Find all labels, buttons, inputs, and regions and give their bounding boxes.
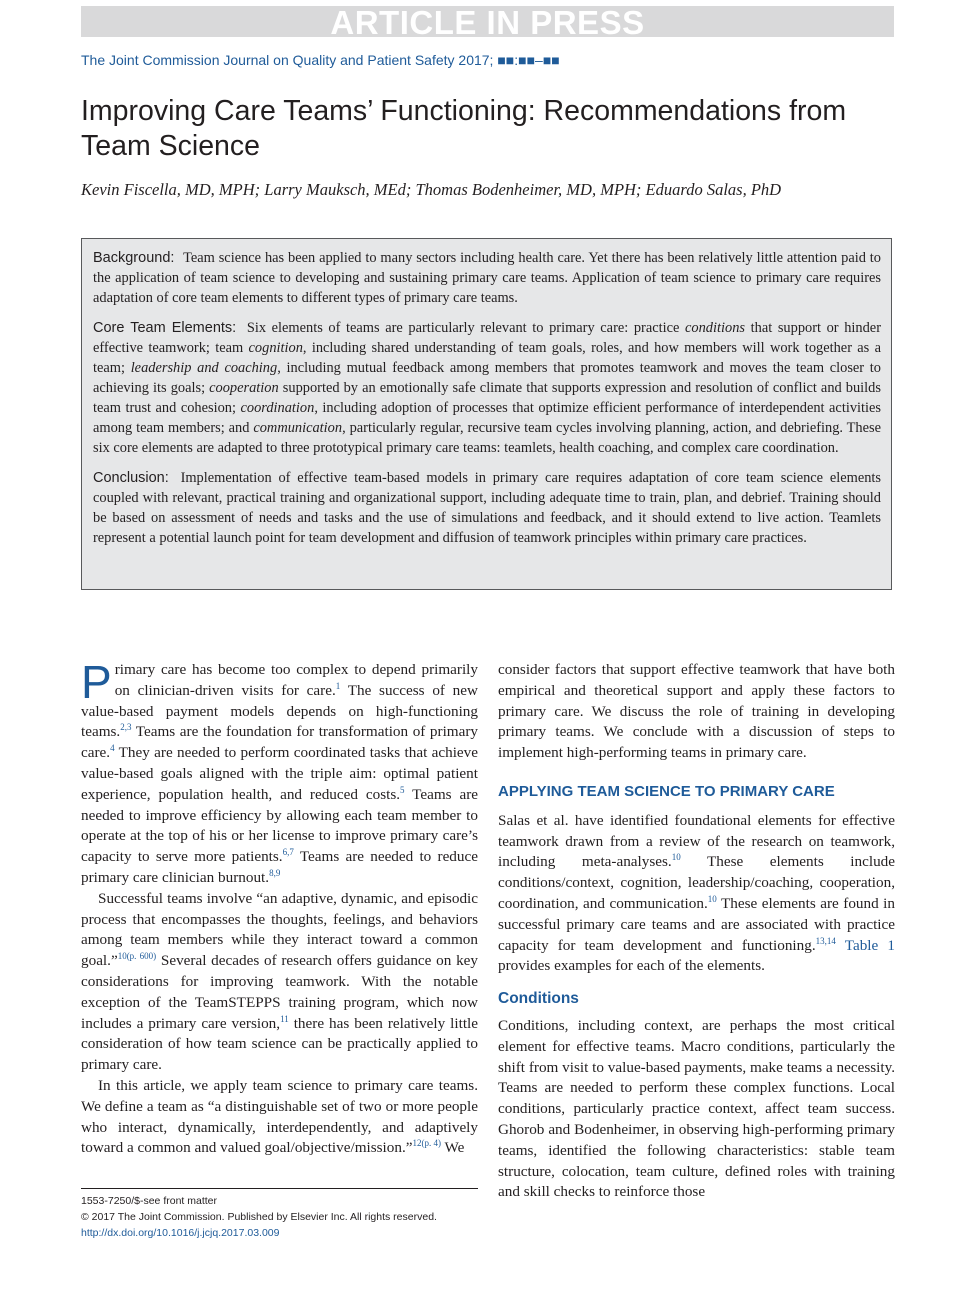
core-text: Six elements of teams are particularly relevant to primary care: practice (246, 320, 680, 336)
doi-link[interactable]: http://dx.doi.org/10.1016/j.jcjq.2017.03.009 (81, 1227, 280, 1239)
article-title: Improving Care Teams’ Functioning: Recommendations from Team Science (81, 95, 847, 162)
citation-ref[interactable]: 10 (707, 893, 717, 904)
body-text: We (441, 1139, 465, 1157)
core-term: cognition (248, 340, 303, 356)
citation-ref[interactable]: 13,14 (815, 935, 836, 946)
article-in-press-banner (81, 4, 894, 41)
body-text: Teams are needed to reduce primary care clinician burnout. (81, 848, 478, 886)
body-paragraph (81, 889, 478, 1076)
core-text: , including adoption of processes that optimize efficient performance of interdependent activities among team members; and (93, 400, 881, 436)
footnote-divider (81, 1188, 478, 1189)
background-label: Background: (93, 250, 175, 266)
body-text: provides examples for each of the elements. (498, 957, 765, 975)
citation-ref[interactable]: 8,9 (269, 867, 281, 878)
core-term: communication (253, 420, 343, 436)
citation-ref[interactable]: 6,7 (282, 847, 294, 858)
body-text: They are needed to perform coordinated tasks that achieve value-based goals aligned with the triple aim: optimal patient experience, population health, and reduced costs. (81, 744, 478, 803)
body-paragraph: consider factors that support effective teamwork that have both empirical and theoretical support and apply these factors to primary care. We discuss the role of training in developing primary teams. We conclude with a discussion of steps to implement high-performing teams in primary care. (498, 661, 895, 762)
citation-ref[interactable]: 11 (280, 1013, 289, 1024)
copyright-line: © 2017 The Joint Commission. Published by Elsevier Inc. All rights reserved. (81, 1211, 437, 1223)
body-paragraph (81, 1076, 478, 1159)
conclusion-label: Conclusion: (93, 470, 169, 486)
citation-ref[interactable]: 2,3 (120, 722, 132, 733)
citation-ref[interactable]: 5 (400, 784, 405, 795)
section-heading: APPLYING TEAM SCIENCE TO PRIMARY CARE (498, 782, 835, 800)
core-text: , including mutual feedback among members that promotes teamwork and moves the team closer to achieving its goals; (93, 360, 881, 396)
subsection-heading: Conditions (498, 990, 579, 1008)
author-list: Kevin Fiscella, MD, MPH; Larry Mauksch, MEd; Thomas Bodenheimer, MD, MPH; Eduardo Salas, PhD (81, 180, 782, 199)
body-text: Salas et al. have identified foundational elements for effective teamwork drawn from a review of the research on teamwork, including meta-analyses. (498, 811, 895, 871)
body-paragraph (498, 811, 895, 977)
body-paragraph: Conditions, including context, are perhaps the most critical element for effective teams. Macro conditions, particularly the shift from visit to value-based payments, make teams a necessity. Teams are needed to perform these complex functions. Local conditions, particularly practice context, affect team success. Ghorob and Bodenheimer, in observing high-performing primary teams, identified the following characteristics: stable team structure, colocation, team culture, defined roles with training and skill checks to reinforce those (498, 1016, 895, 1201)
body-text: These elements are found in successful primary care teams and are associated with practice capacity for team development and functioning. (498, 894, 895, 954)
intro-paragraph (81, 656, 479, 889)
abstract-conclusion (93, 468, 881, 548)
footnote (81, 1193, 478, 1241)
citation-ref[interactable]: 10 (671, 852, 681, 863)
body-text: there has been relatively little consideration of how team science can be practically applied to primary care. (81, 1014, 479, 1074)
body-text: The success of new value-based payment models depends on high-functioning teams. (81, 681, 478, 741)
table-link[interactable]: Table 1 (844, 936, 895, 954)
body-text: Several decades of research offers guidance on key considerations for improving teamwork. With the notable exception of the TeamSTEPPS training program, which now includes a primary care version, (81, 952, 478, 1032)
drop-cap: P (81, 656, 112, 708)
right-column (498, 660, 895, 1203)
body-text: Teams are the foundation for transformation of primary care. (81, 723, 478, 762)
body-text: Teams are needed to improve efficiency by allowing each team member to operate at the top of his or her license to improve primary care’s capacity to serve more patients. (81, 785, 479, 866)
abstract-background (93, 248, 881, 308)
body-text: Successful teams involve “an adaptive, dynamic, and episodic process that encompasses the thoughts, feelings, and behaviors among team members while they interact toward a common goal.” (81, 889, 478, 970)
core-elements-label: Core Team Elements: (93, 320, 237, 336)
issn-line: 1553-7250/$-see front matter (81, 1195, 217, 1207)
core-term: leadership and coaching (130, 360, 278, 376)
journal-citation: The Joint Commission Journal on Quality and Patient Safety 2017; ■■:■■–■■ (81, 52, 560, 68)
banner-text: ARTICLE IN PRESS (330, 4, 645, 41)
core-text: , particularly regular, recursive team cycles involving planning, action, and debriefing. These six core elements are adapted to three prototypical primary care teams: teamlets, health coaching, and complex care coordination. (93, 420, 882, 456)
citation-ref[interactable]: 4 (110, 743, 115, 754)
citation-ref[interactable]: 12(p. 4) (412, 1138, 442, 1149)
conclusion-text: Implementation of effective team-based models in primary care requires adaptation of core team science elements coupled with relevant, practical training and organizational support, including adequate time to train, plan, and debrief. Training should be based on assessment of needs and tasks and the use of simulations and feedback, and it should extend to live action. Teamlets represent a potential launch point for team development and diffusion of teamwork principles within primary care practices. (93, 470, 881, 546)
abstract-box (81, 238, 892, 590)
body-text: rimary care has become too complex to depend primarily on clinician-driven visits for care. (114, 661, 478, 699)
abstract-core-elements (93, 318, 881, 458)
background-text: Team science has been applied to many sectors including health care. Yet there has been relatively little attention paid to the application of team science to developing and sustaining primary care teams. Application of team science to primary care requires adaptation of core team elements to different types of primary care teams. (93, 250, 881, 306)
body-text: These elements include conditions/context, cognition, leadership/coaching, cooperation, coordination, and communication. (498, 853, 895, 912)
core-term: conditions (685, 320, 745, 336)
core-text: that support or hinder effective teamwork; team (93, 320, 881, 356)
core-text: supported by an emotionally safe climate that supports expression and resolution of conflict and builds team trust and cohesion; (93, 380, 881, 416)
left-column (81, 656, 479, 1159)
core-text: , including shared understanding of team goals, roles, and how members will work together as a team; (93, 340, 881, 376)
core-term: coordination (240, 400, 315, 416)
citation-ref[interactable]: 1 (335, 680, 341, 691)
core-term: cooperation (209, 380, 279, 396)
body-text: In this article, we apply team science to primary care teams. We define a team as “a distinguishable set of two or more people who interact, dynamically, interdependently, and adaptively toward a common and valued goal/objective/mission.” (81, 1076, 478, 1157)
citation-ref[interactable]: 10(p. 600) (117, 951, 157, 962)
